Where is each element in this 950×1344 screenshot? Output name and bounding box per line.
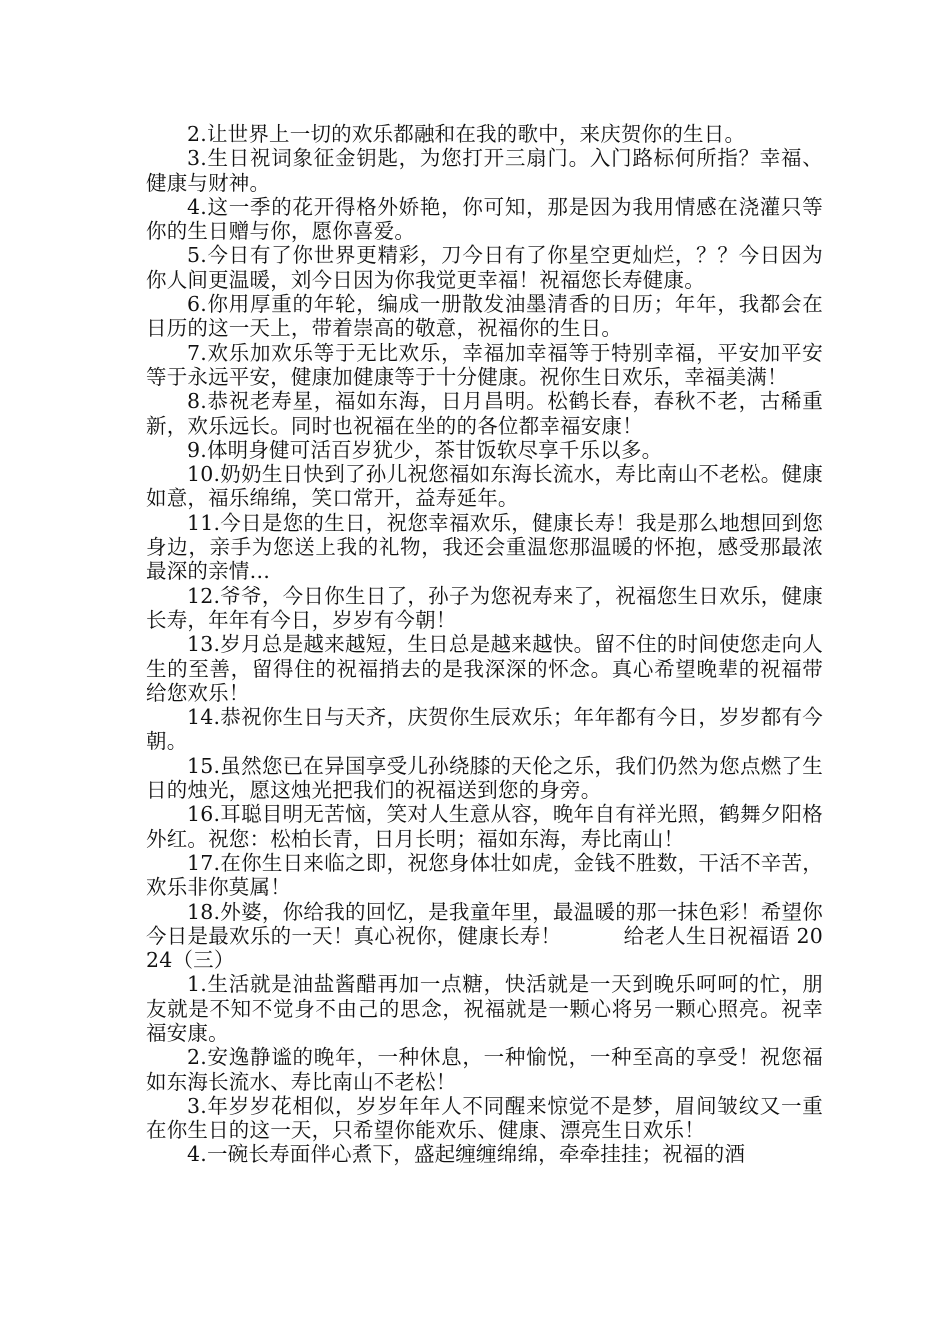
paragraph: 7.欢乐加欢乐等于无比欢乐，幸福加幸福等于特别幸福，平安加平安等于永远平安，健康加健康等于十分健康。祝你生日欢乐，幸福美满！ [146, 340, 823, 389]
paragraph: 15.虽然您已在异国享受儿孙绕膝的天伦之乐，我们仍然为您点燃了生日的烛光，愿这烛光把我们的祝福送到您的身旁。 [146, 753, 823, 803]
paragraph: 17.在你生日来临之即，祝您身体壮如虎，金钱不胜数，干活不辛苦，欢乐非你莫属！ [146, 850, 823, 900]
paragraph: 9.体明身健可活百岁犹少，茶甘饭软尽享千乐以多。 [187, 437, 663, 462]
paragraph: 3.生日祝词象征金钥匙，为您打开三扇门。入门路标何所指？幸福、健康与财神。 [146, 146, 823, 195]
paragraph: 11.今日是您的生日，祝您幸福欢乐，健康长寿！我是那么地想回到您身边，亲手为您送上我的礼物，我还会重温您那温暖的怀抱，感受那最浓最深的亲情… [146, 510, 823, 584]
document-body [146, 122, 823, 1167]
paragraph: 2.安逸静谧的晚年，一种休息，一种愉悦，一种至高的享受！祝您福如东海长流水、寿比南山不老松！ [146, 1045, 823, 1094]
paragraph: 3.年岁岁花相似，岁岁年年人不同醒来惊觉不是梦，眉间皱纹又一重在你生日的这一天，只希望你能欢乐、健康、漂亮生日欢乐！ [146, 1093, 823, 1143]
paragraph: 12.爷爷，今日你生日了，孙子为您祝寿来了，祝福您生日欢乐，健康长寿，年年有今日，岁岁有今朝！ [146, 583, 823, 632]
paragraph: 13.岁月总是越来越短，生日总是越来越快。留不住的时间使您走向人生的至善，留得住的祝福捎去的是我深深的怀念。真心希望晚辈的祝福带给您欢乐！ [146, 632, 823, 705]
paragraph: 5.今日有了你世界更精彩，刀今日有了你星空更灿烂，？？今日因为你人间更温暖，刘今日因为你我觉更幸福！祝福您长寿健康。 [146, 243, 823, 292]
paragraph: 10.奶奶生日快到了孙儿祝您福如东海长流水，寿比南山不老松。健康如意，福乐绵绵，笑口常开，益寿延年。 [146, 462, 823, 511]
paragraph: 6.你用厚重的年轮，编成一册散发油墨清香的日历；年年，我都会在日历的这一天上，带着崇高的敬意，祝福你的生日。 [146, 292, 823, 341]
paragraph: 14.恭祝你生日与天齐，庆贺你生辰欢乐；年年都有今日，岁岁都有今朝。 [146, 705, 823, 754]
paragraph: 8.恭祝老寿星，福如东海，日月昌明。松鹤长春，春秋不老，古稀重新，欢乐远长。同时也祝福在坐的的各位都幸福安康！ [146, 389, 823, 438]
paragraph: 1.生活就是油盐酱醋再加一点糖，快活就是一天到晚乐呵呵的忙，朋友就是不知不觉身不由己的思念，祝福就是一颗心将另一颗心照亮。祝幸福安康。 [146, 972, 823, 1045]
paragraph: 4.这一季的花开得格外娇艳，你可知，那是因为我用情感在浇灌只等你的生日赠与你，愿你喜爱。 [146, 194, 823, 244]
paragraph: 2.让世界上一切的欢乐都融和在我的歌中，来庆贺你的生日。 [187, 122, 746, 146]
paragraph: 16.耳聪目明无苦恼，笑对人生意从容，晚年自有祥光照，鹤舞夕阳格外红。祝您：松柏长青，日月长明；福如东海，寿比南山！ [146, 802, 823, 851]
paragraph: 18.外婆，你给我的回忆，是我童年里，最温暖的那一抹色彩！希望你今日是最欢乐的一天！真心祝你，健康长寿！ 给老人生日祝福语 2024（三） [146, 899, 823, 973]
paragraph: 4.一碗长寿面伴心煮下，盛起缠缠绵绵，牵牵挂挂；祝福的酒 [187, 1142, 746, 1167]
